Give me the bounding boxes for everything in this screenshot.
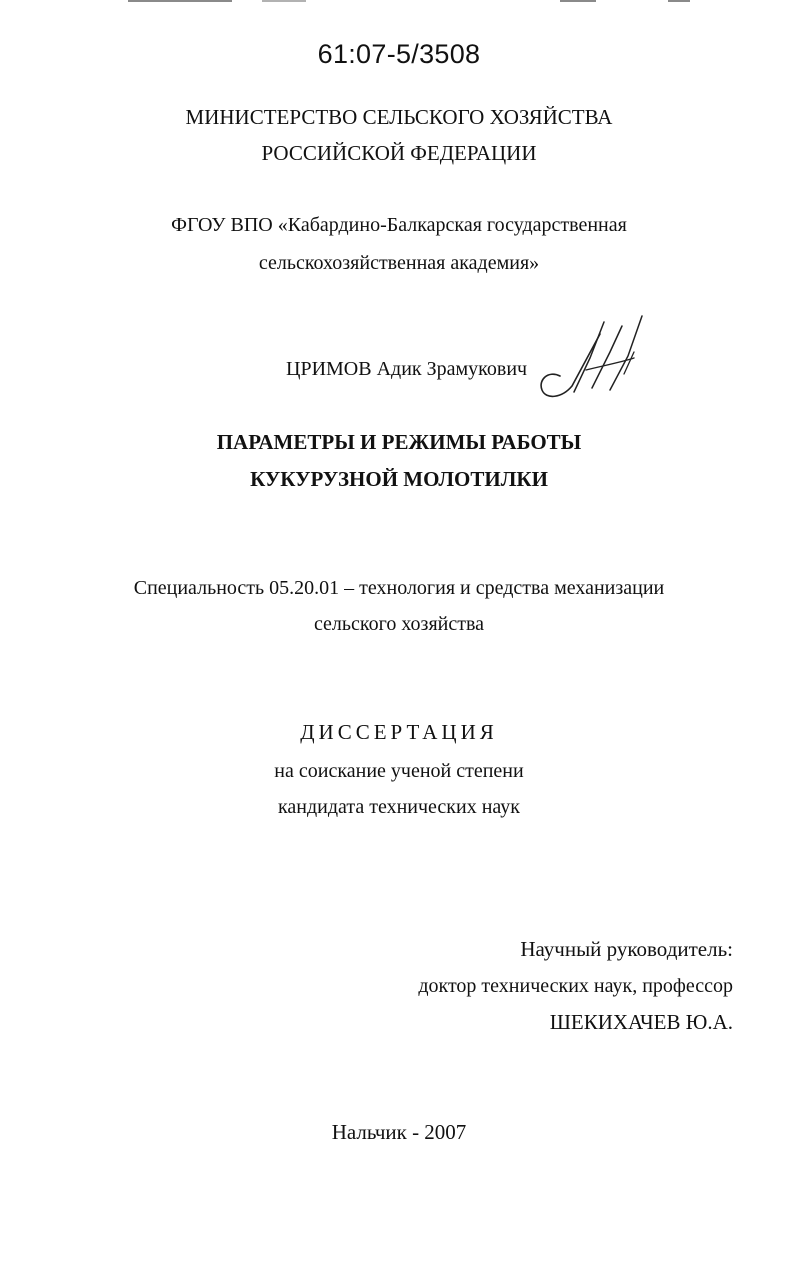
place-year: Нальчик - 2007 [331,1120,467,1144]
author-name: ЦРИМОВ Адик Зрамукович [286,358,528,380]
ministry-line-2: РОССИЙСКОЙ ФЕДЕРАЦИИ [261,141,537,165]
supervisor-label: Научный руководитель: [520,937,733,961]
degree-line-1: на соискание ученой степени [274,760,524,782]
title-line-1: ПАРАМЕТРЫ И РЕЖИМЫ РАБОТЫ [216,430,582,454]
work-type-heading: ДИССЕРТАЦИЯ [300,720,498,744]
supervisor-name: ШЕКИХАЧЕВ Ю.А. [549,1010,733,1034]
author-signature [530,312,654,404]
specialty-line-1: Специальность 05.20.01 – технология и средства механизации [133,577,665,599]
degree-line-2: кандидата технических наук [277,796,521,818]
catalog-code: 61:07-5/3508 [317,39,481,69]
institution-line-2: сельскохозяйственная академия» [258,252,540,274]
ministry-line-1: МИНИСТЕРСТВО СЕЛЬСКОГО ХОЗЯЙСТВА [185,105,613,129]
supervisor-degree: доктор технических наук, профессор [418,975,733,997]
institution-line-1: ФГОУ ВПО «Кабардино-Балкарская государственная [171,214,627,236]
title-line-2: КУКУРУЗНОЙ МОЛОТИЛКИ [250,467,548,491]
scan-edge-marks [0,0,798,6]
specialty-line-2: сельского хозяйства [313,613,485,635]
